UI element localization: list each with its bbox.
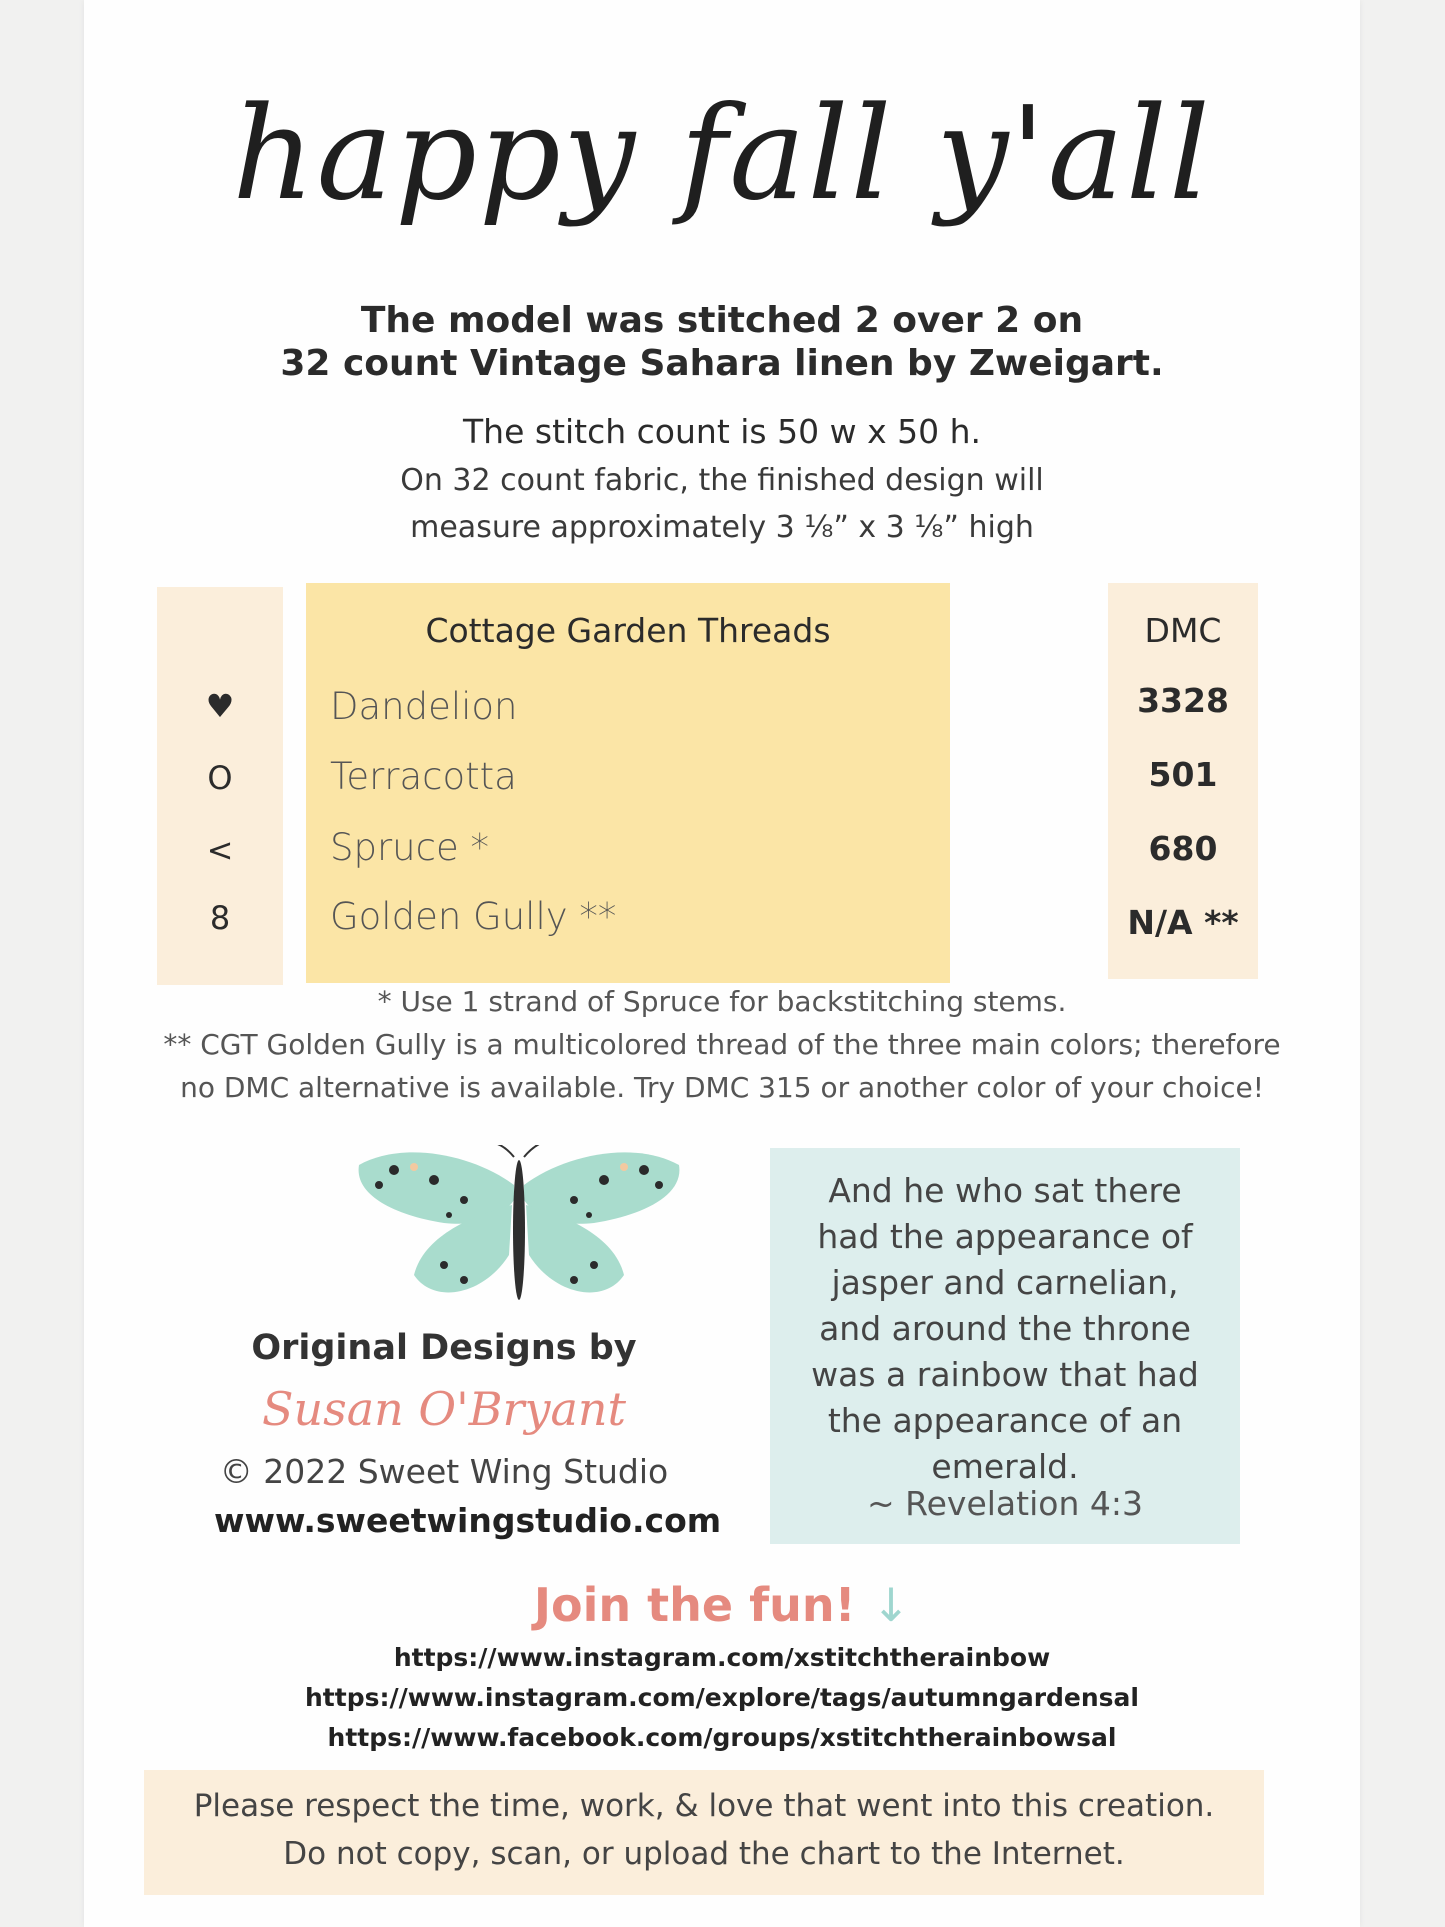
dmc-value: 3328 [1137, 681, 1229, 720]
thread-name: Dandelion [330, 685, 518, 728]
copyright: © 2022 Sweet Wing Studio [219, 1452, 669, 1491]
footnote-1: * Use 1 strand of Spruce for backstitching stems. [377, 985, 1067, 1018]
symbol-column [157, 587, 283, 985]
footnote-2: ** CGT Golden Gully is a multicolored thread of the three main colors; therefore [163, 1028, 1281, 1061]
facebook-group-link[interactable]: https://www.facebook.com/groups/xstitchtherainbowsal [327, 1723, 1117, 1752]
fabric-line-1: On 32 count fabric, the finished design will [400, 463, 1044, 498]
footnote-3: no DMC alternative is available. Try DMC 315 or another color of your choice! [180, 1071, 1264, 1104]
designer-signature: Susan O'Bryant [261, 1382, 627, 1436]
verse-panel [770, 1148, 1240, 1544]
page-title: happy fall y'all [232, 80, 1212, 229]
dmc-value: 501 [1148, 755, 1218, 794]
thread-column [306, 583, 950, 983]
heart-symbol: ♥ [205, 687, 235, 725]
symbol-eight: 8 [209, 899, 231, 937]
thread-header: Cottage Garden Threads [425, 611, 831, 650]
model-line-1: The model was stitched 2 over 2 on [360, 300, 1084, 341]
dmc-header: DMC [1144, 611, 1222, 650]
verse-text [770, 1168, 1240, 1490]
pattern-card [84, 0, 1360, 1927]
instagram-link[interactable]: https://www.instagram.com/xstitchtherainbow [393, 1643, 1051, 1672]
dmc-value: 680 [1148, 829, 1218, 868]
thread-name: Terracotta [330, 755, 517, 798]
join-heading [84, 1578, 1360, 1632]
dmc-value: N/A ** [1127, 903, 1239, 942]
verse-line: and around the throne [819, 1309, 1191, 1348]
instagram-tag-link[interactable]: https://www.instagram.com/explore/tags/autumngardensal [305, 1683, 1139, 1712]
butterfly-illustration [354, 1145, 684, 1315]
verse-reference: ~ Revelation 4:3 [867, 1484, 1143, 1523]
verse-line: the appearance of an [827, 1401, 1183, 1440]
join-label: Join the fun! [533, 1578, 856, 1632]
respect-notice [144, 1770, 1264, 1895]
symbol-o: O [207, 759, 233, 797]
thread-name: Golden Gully ** [330, 895, 617, 938]
website-link[interactable]: www.sweetwingstudio.com [214, 1501, 722, 1540]
respect-line-2: Do not copy, scan, or upload the chart to the Internet. [283, 1836, 1125, 1872]
respect-line-1: Please respect the time, work, & love that went into this creation. [193, 1788, 1215, 1824]
thread-name: Spruce * [330, 826, 490, 869]
verse-line: jasper and carnelian, [831, 1263, 1179, 1302]
verse-line: had the appearance of [817, 1217, 1193, 1256]
model-line-2: 32 count Vintage Sahara linen by Zweigart. [280, 343, 1164, 384]
original-designs-label: Original Designs by [251, 1328, 637, 1368]
symbol-less-than: < [206, 831, 234, 869]
verse-line: was a rainbow that had [811, 1355, 1199, 1394]
dmc-column [1108, 583, 1258, 979]
verse-line: emerald. [931, 1447, 1079, 1486]
fabric-line-2: measure approximately 3 ⅛” x 3 ⅛” high [410, 510, 1034, 545]
down-arrow-icon: ↓ [871, 1578, 911, 1632]
verse-line: And he who sat there [828, 1171, 1182, 1210]
stitch-count: The stitch count is 50 w x 50 h. [463, 412, 981, 451]
